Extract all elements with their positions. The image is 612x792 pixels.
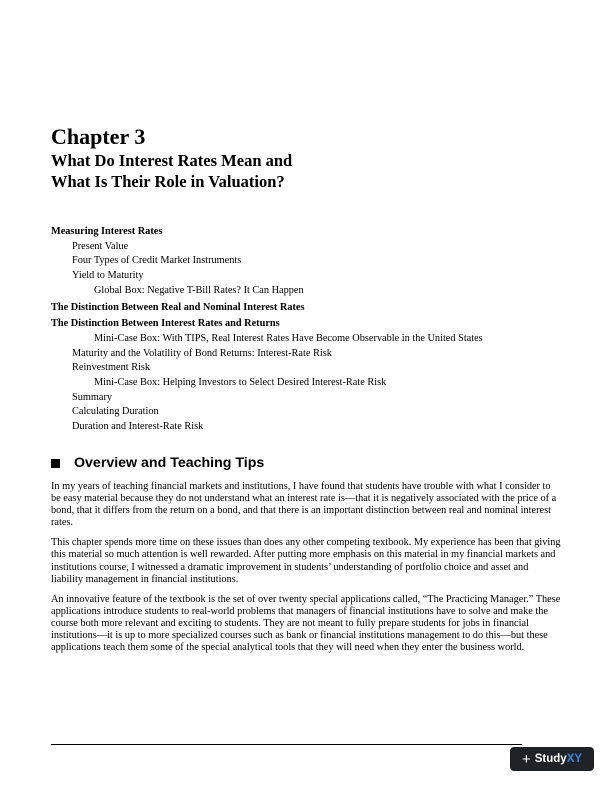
plus-icon: +: [521, 750, 531, 768]
overview-body: [51, 481, 561, 662]
body-paragraph: In my years of teaching financial markets and institutions, I have found that students have trouble with what I consider to be easy material because they do not understand what an interest rate is—that it is negatively associated with the price of a bond, that it differs from the return on a bond, and that there is an important distinction between real and nominal interest rates.: [51, 481, 557, 529]
outline-section: The Distinction Between Interest Rates and Returns: [51, 318, 280, 330]
outline-subsection: Summary: [72, 391, 113, 403]
outline-subsection: Yield to Maturity: [72, 270, 144, 282]
square-bullet-icon: [51, 459, 60, 468]
studyxy-logo: [510, 747, 594, 771]
outline-subsection: Duration and Interest-Rate Risk: [72, 421, 204, 433]
outline-subsection: Reinvestment Risk: [72, 362, 151, 374]
chapter-title-line-2: What Is Their Role in Valuation?: [51, 172, 285, 191]
outline-subsection: Four Types of Credit Market Instruments: [72, 255, 242, 267]
outline-subsection: Calculating Duration: [72, 406, 159, 418]
chapter-title-line-1: What Do Interest Rates Mean and: [51, 151, 293, 170]
footer-rule: [51, 744, 522, 745]
outline-subsection: Maturity and the Volatility of Bond Returns: Interest-Rate Risk: [72, 347, 332, 359]
outline-section: The Distinction Between Real and Nominal Interest Rates: [51, 301, 305, 313]
chapter-title: [51, 150, 292, 192]
outline-section: Measuring Interest Rates: [51, 226, 163, 237]
chapter-outline: [51, 225, 571, 435]
chapter-number: Chapter 3: [51, 124, 146, 149]
logo-text-suffix: XY: [566, 753, 583, 765]
outline-box: Mini-Case Box: With TIPS, Real Interest Rates Have Become Observable in the United States: [94, 332, 483, 344]
overview-heading-text: Overview and Teaching Tips: [74, 455, 265, 471]
body-paragraph: An innovative feature of the textbook is the set of over twenty special applications called, “The Practicing Manager.” These applications introduce students to real-world problems that managers of financial institutions have to solve and make the course both more relevant and exciting to students. They are not meant to fully prepare students for jobs in financial institutions—it is up to more specialized courses such as bank or financial institutions management to do this—but these applications teach them some of the special analytical tools that they will need when they enter the business world.: [51, 593, 561, 654]
overview-heading: [51, 454, 264, 472]
body-paragraph: This chapter spends more time on these issues than does any other competing textbook. My experience has been that giving this material so much attention is well rewarded. After putting more emphasis on this material in my financial markets and institutions course, I witnessed a dramatic improvement in students’ understanding of portfolio choice and asset and liability management in financial institutions.: [51, 537, 561, 585]
logo-text-prefix: Study: [534, 753, 567, 765]
outline-box: Mini-Case Box: Helping Investors to Select Desired Interest-Rate Risk: [94, 377, 387, 389]
outline-box: Global Box: Negative T-Bill Rates? It Can Happen: [94, 284, 304, 296]
outline-subsection: Present Value: [72, 240, 129, 252]
